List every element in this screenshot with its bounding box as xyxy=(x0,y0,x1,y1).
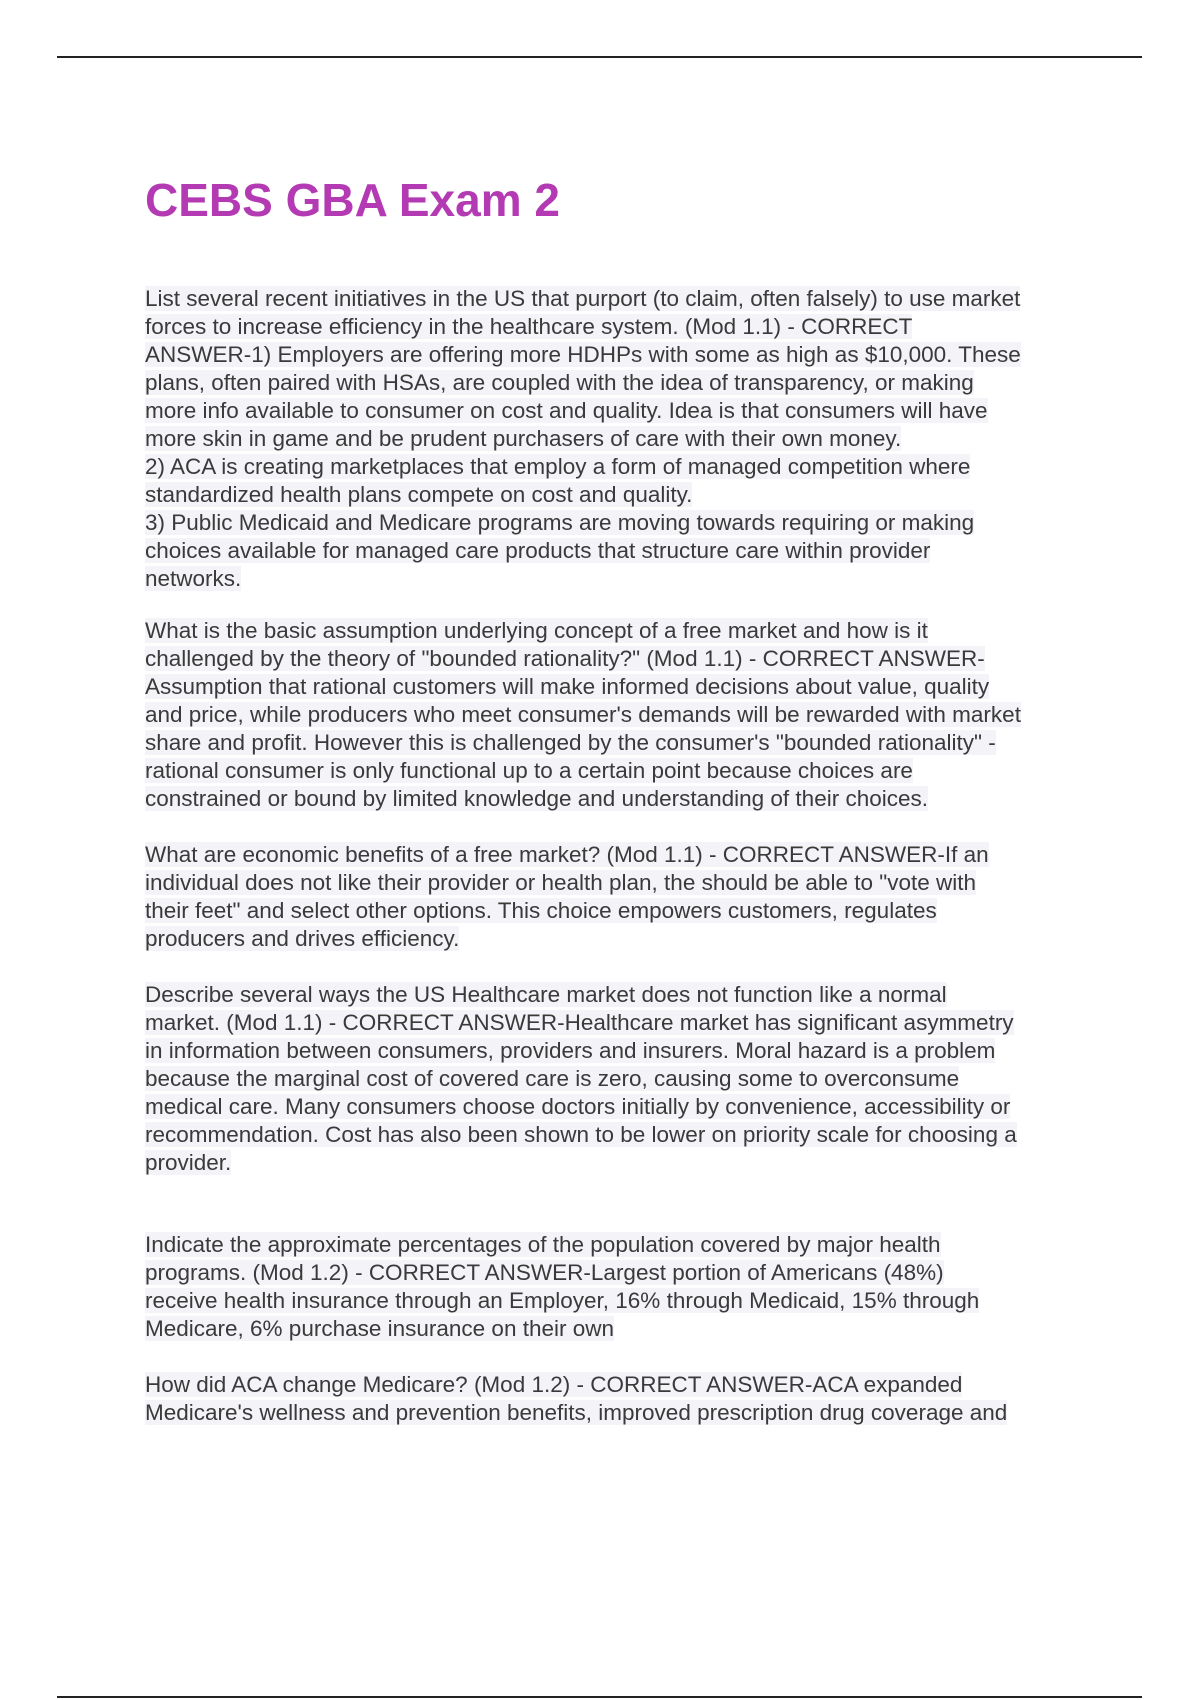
text-line-content: 3) Public Medicaid and Medicare programs are moving towards requiring or making xyxy=(145,510,975,535)
text-line xyxy=(145,701,1090,729)
qa-item xyxy=(145,1371,1090,1427)
text-line-content: How did ACA change Medicare? (Mod 1.2) - CORRECT ANSWER-ACA expanded xyxy=(145,1372,963,1397)
text-line-content: constrained or bound by limited knowledge and understanding of their choices. xyxy=(145,786,928,811)
text-line xyxy=(145,285,1090,313)
bottom-divider xyxy=(57,1696,1142,1698)
text-line-content: Indicate the approximate percentages of the population covered by major health xyxy=(145,1232,941,1257)
text-line xyxy=(145,757,1090,785)
text-line xyxy=(145,673,1090,701)
text-line xyxy=(145,1065,1090,1093)
text-line xyxy=(145,785,1090,813)
text-line xyxy=(145,453,1090,481)
qa-item xyxy=(145,285,1090,593)
text-line xyxy=(145,1259,1090,1287)
text-line-content: more skin in game and be prudent purchasers of care with their own money. xyxy=(145,426,902,451)
text-line xyxy=(145,509,1090,537)
text-line-content: challenged by the theory of "bounded rationality?" (Mod 1.1) - CORRECT ANSWER- xyxy=(145,646,985,671)
top-divider xyxy=(57,56,1142,58)
text-line-content: ANSWER-1) Employers are offering more HDHPs with some as high as $10,000. These xyxy=(145,342,1021,367)
text-line-content: Medicare, 6% purchase insurance on their own xyxy=(145,1316,615,1341)
text-line xyxy=(145,369,1090,397)
text-line-content: Describe several ways the US Healthcare market does not function like a normal xyxy=(145,982,947,1007)
text-line-content: rational consumer is only functional up to a certain point because choices are xyxy=(145,758,913,783)
text-line xyxy=(145,1121,1090,1149)
qa-item xyxy=(145,617,1090,813)
qa-item xyxy=(145,841,1090,953)
text-line-content: forces to increase efficiency in the healthcare system. (Mod 1.1) - CORRECT xyxy=(145,314,913,339)
text-line xyxy=(145,1149,1090,1177)
text-line-content: choices available for managed care products that structure care within provider xyxy=(145,538,931,563)
text-line-content: plans, often paired with HSAs, are coupled with the idea of transparency, or making xyxy=(145,370,974,395)
text-line xyxy=(145,313,1090,341)
qa-item xyxy=(145,1231,1090,1343)
text-line-content: market. (Mod 1.1) - CORRECT ANSWER-Healthcare market has significant asymmetry xyxy=(145,1010,1014,1035)
text-line-content: recommendation. Cost has also been shown to be lower on priority scale for choosing a xyxy=(145,1122,1017,1147)
text-line-content: What are economic benefits of a free market? (Mod 1.1) - CORRECT ANSWER-If an xyxy=(145,842,989,867)
text-line-content: individual does not like their provider or health plan, the should be able to "vote with xyxy=(145,870,977,895)
text-line xyxy=(145,1231,1090,1259)
text-line-content: What is the basic assumption underlying concept of a free market and how is it xyxy=(145,618,928,643)
text-line xyxy=(145,425,1090,453)
text-line-content: List several recent initiatives in the US that purport (to claim, often falsely) to use market xyxy=(145,286,1021,311)
text-line-content: more info available to consumer on cost and quality. Idea is that consumers will have xyxy=(145,398,988,423)
document-title: CEBS GBA Exam 2 xyxy=(145,174,560,226)
text-line-content: in information between consumers, providers and insurers. Moral hazard is a problem xyxy=(145,1038,996,1063)
text-line-content: share and profit. However this is challenged by the consumer's "bounded rationality" - xyxy=(145,730,996,755)
text-line xyxy=(145,1009,1090,1037)
text-line-content: their feet" and select other options. This choice empowers customers, regulates xyxy=(145,898,937,923)
text-line xyxy=(145,481,1090,509)
text-line xyxy=(145,645,1090,673)
text-line-content: 2) ACA is creating marketplaces that employ a form of managed competition where xyxy=(145,454,971,479)
text-line xyxy=(145,869,1090,897)
text-line-content: programs. (Mod 1.2) - CORRECT ANSWER-Largest portion of Americans (48%) xyxy=(145,1260,944,1285)
text-line xyxy=(145,341,1090,369)
text-line-content: medical care. Many consumers choose doctors initially by convenience, accessibility or xyxy=(145,1094,1011,1119)
text-line-content: producers and drives efficiency. xyxy=(145,926,460,951)
text-line xyxy=(145,841,1090,869)
text-line-content: Assumption that rational customers will make informed decisions about value, quality xyxy=(145,674,990,699)
text-line-content: Medicare's wellness and prevention benefits, improved prescription drug coverage and xyxy=(145,1400,1008,1425)
text-line xyxy=(145,1315,1090,1343)
text-line-content: networks. xyxy=(145,566,242,591)
text-line xyxy=(145,981,1090,1009)
text-line xyxy=(145,1399,1090,1427)
text-line xyxy=(145,925,1090,953)
text-line-content: receive health insurance through an Employer, 16% through Medicaid, 15% through xyxy=(145,1288,980,1313)
qa-item xyxy=(145,981,1090,1177)
text-line xyxy=(145,729,1090,757)
text-line xyxy=(145,897,1090,925)
text-line-content: standardized health plans compete on cost and quality. xyxy=(145,482,693,507)
text-line-content: and price, while producers who meet consumer's demands will be rewarded with market xyxy=(145,702,1021,727)
text-line xyxy=(145,537,1090,565)
text-line xyxy=(145,565,1090,593)
text-line xyxy=(145,1093,1090,1121)
text-line xyxy=(145,1287,1090,1315)
text-line-content: provider. xyxy=(145,1150,232,1175)
text-line xyxy=(145,617,1090,645)
text-line-content: because the marginal cost of covered care is zero, causing some to overconsume xyxy=(145,1066,960,1091)
text-line xyxy=(145,397,1090,425)
text-line xyxy=(145,1371,1090,1399)
text-line xyxy=(145,1037,1090,1065)
